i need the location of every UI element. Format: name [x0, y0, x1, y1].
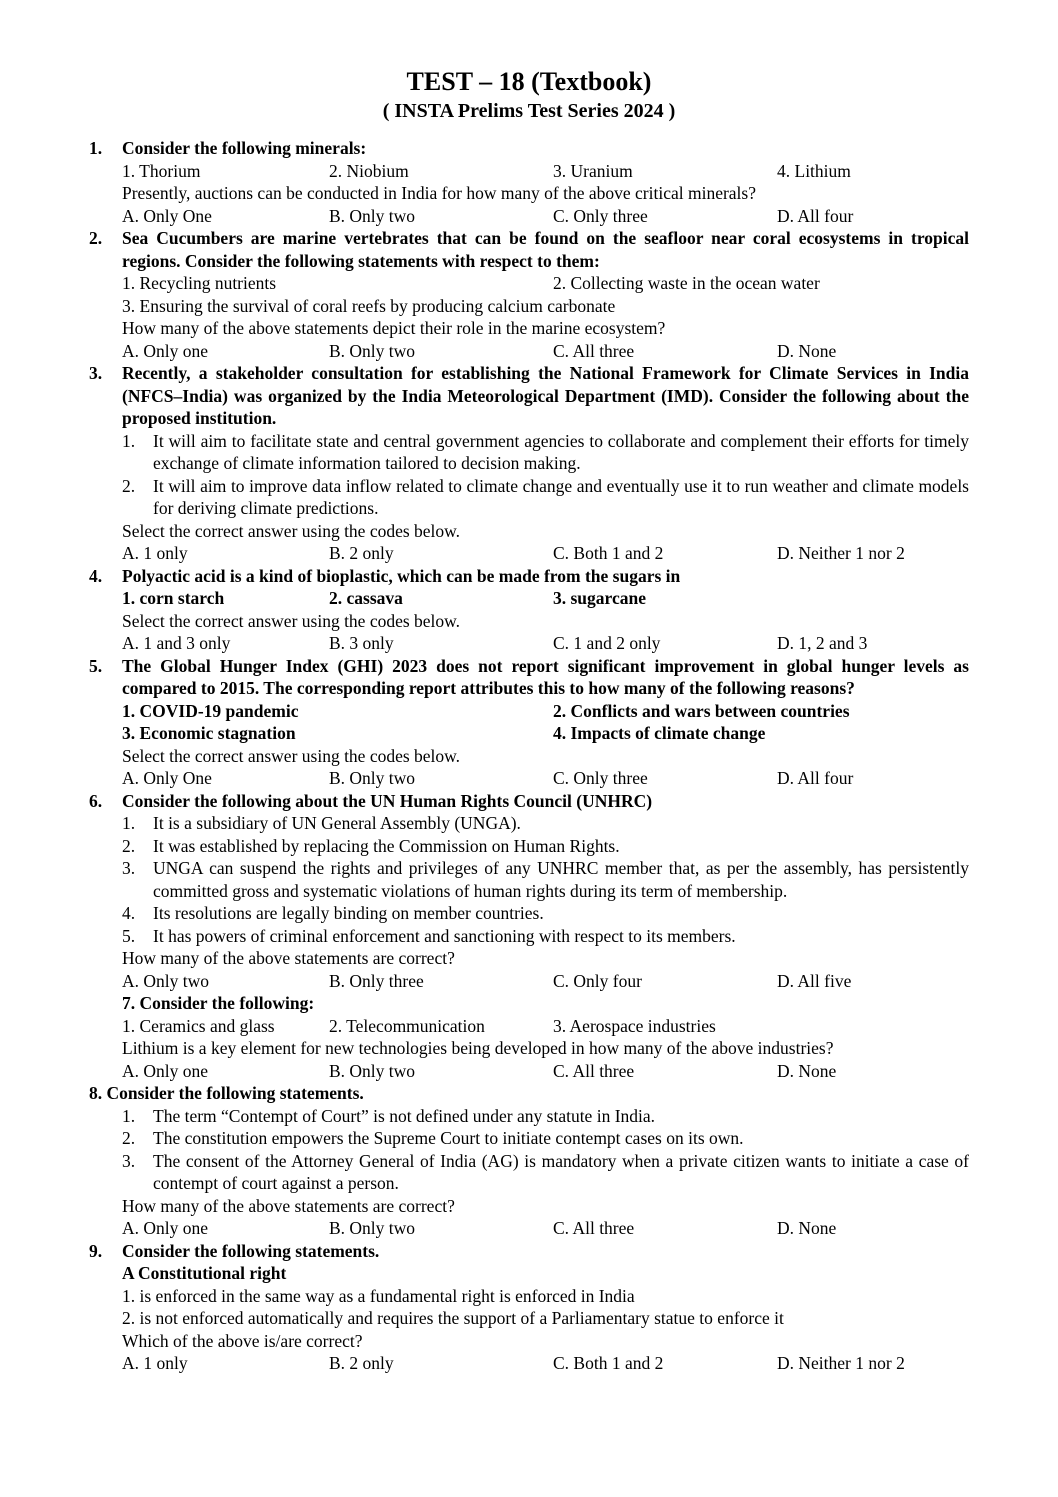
question-stem: Sea Cucumbers are marine vertebrates that can be found on the seafloor near coral ecosystems in tropical regions. Consider the following statements with respect to them: — [122, 228, 969, 271]
statement-text: It will aim to facilitate state and central government agencies to collaborate and complement their efforts for timely exchange of climate information tailored to decision making. — [153, 430, 969, 473]
question-list — [89, 137, 969, 1375]
option-d: D. Neither 1 nor 2 — [777, 543, 905, 563]
option-a: A. Only one — [122, 340, 209, 361]
option-b: B. Only two — [329, 1060, 416, 1081]
question-8 — [89, 1082, 969, 1240]
answer-options — [122, 542, 969, 565]
statement-item — [122, 475, 969, 520]
question-ask: Lithium is a key element for new technologies being developed in how many of the above industries? — [122, 1038, 834, 1058]
statement-number: 5. — [122, 925, 136, 946]
option-a: A. Only two — [122, 970, 210, 991]
page-title: TEST – 18 (Textbook) — [406, 67, 652, 96]
option-d: D. All five — [777, 970, 852, 991]
option-b: B. Only two — [329, 1218, 416, 1238]
list-item: 1. Thorium — [122, 160, 201, 181]
statement-number: 1. — [122, 813, 136, 833]
question-ask: Select the correct answer using the codes below. — [122, 610, 461, 631]
statement-text: It is a subsidiary of UN General Assembly (UNGA). — [153, 813, 521, 833]
option-b: B. Only two — [329, 768, 416, 788]
list-item: 3. Ensuring the survival of coral reefs by producing calcium carbonate — [122, 295, 616, 316]
question-number: 1. — [89, 138, 103, 158]
statement-list — [122, 812, 969, 947]
list-item: 1. corn starch — [122, 588, 225, 608]
option-d: D. All four — [777, 768, 854, 788]
question-stem: The Global Hunger Index (GHI) 2023 does not report significant improvement in global hunger levels as compared to 2015. The corresponding report attributes this to how many of the following reasons? — [122, 655, 969, 698]
option-c: C. Both 1 and 2 — [553, 1353, 664, 1373]
statement-number: 2. — [122, 1128, 136, 1148]
question-4 — [89, 565, 969, 655]
question-1 — [89, 137, 969, 227]
question-7 — [89, 992, 969, 1082]
option-c: C. All three — [553, 1060, 635, 1081]
statement-item — [122, 1105, 969, 1128]
question-number: 5. — [89, 655, 103, 676]
option-c: C. Only four — [553, 970, 642, 991]
option-b: B. 2 only — [329, 543, 394, 563]
statement-item — [122, 925, 969, 948]
statement-number: 4. — [122, 903, 136, 923]
option-d: D. None — [777, 340, 837, 361]
list-item: 3. Aerospace industries — [553, 1015, 716, 1036]
question-ask: Select the correct answer using the codes below. — [122, 745, 461, 766]
question-stem: 7. Consider the following: — [122, 993, 315, 1013]
option-a: A. Only One — [122, 205, 212, 226]
statement-text: It will aim to improve data inflow related to climate change and eventually use it to run weather and climate models for deriving climate predictions. — [153, 475, 969, 518]
item-list — [122, 1015, 969, 1038]
question-5 — [89, 655, 969, 790]
statement-list — [122, 1105, 969, 1195]
option-b: B. Only three — [329, 970, 424, 991]
list-item: 2. Collecting waste in the ocean water — [553, 273, 820, 293]
statement-item — [122, 857, 969, 902]
list-item: 1. Recycling nutrients — [122, 273, 277, 293]
statement-text: The consent of the Attorney General of India (AG) is mandatory when a private citizen wants to initiate a case of contempt of court against a person. — [153, 1150, 969, 1193]
list-item: 3. sugarcane — [553, 588, 647, 608]
option-a: A. Only One — [122, 768, 212, 788]
list-item: 3. Economic stagnation — [122, 723, 296, 743]
list-item: 3. Uranium — [553, 160, 633, 181]
statement-text: The constitution empowers the Supreme Court to initiate contempt cases on its own. — [153, 1128, 744, 1148]
statement-text: Its resolutions are legally binding on member countries. — [153, 903, 544, 923]
option-d: D. Neither 1 nor 2 — [777, 1353, 905, 1373]
statement-text: It was established by replacing the Commission on Human Rights. — [153, 835, 620, 856]
option-c: C. Only three — [553, 768, 648, 788]
item-list — [122, 160, 969, 183]
answer-options — [122, 632, 969, 655]
option-a: A. 1 only — [122, 543, 188, 563]
list-item: 4. Lithium — [777, 160, 851, 181]
list-item: 2. Conflicts and wars between countries — [553, 700, 850, 721]
question-ask: How many of the above statements are correct? — [122, 1195, 455, 1216]
answer-options — [122, 1352, 969, 1375]
statement-list — [122, 430, 969, 520]
question-number: 9. — [89, 1240, 103, 1261]
statement-number: 3. — [122, 1150, 136, 1171]
item-list — [122, 587, 969, 610]
list-item: 2. Niobium — [329, 160, 409, 181]
question-stem: Consider the following about the UN Human Rights Council (UNHRC) — [122, 790, 653, 811]
statement-item — [122, 812, 969, 835]
option-a: A. Only one — [122, 1218, 209, 1238]
statement-item — [122, 430, 969, 475]
item-list — [122, 272, 969, 295]
item-list — [122, 722, 969, 745]
question-number: 2. — [89, 228, 103, 248]
answer-options — [122, 205, 969, 228]
option-c: C. Both 1 and 2 — [553, 543, 664, 563]
question-stem: Consider the following statements. — [122, 1240, 380, 1261]
question-stem: 8. Consider the following statements. — [89, 1083, 364, 1103]
question-stem: Recently, a stakeholder consultation for establishing the National Framework for Climate Services in India (NFCS–India) was organized by the India Meteorological Department (IMD). Consider the following about the proposed institution. — [122, 363, 969, 428]
option-d: D. None — [777, 1060, 837, 1081]
answer-options — [122, 767, 969, 790]
question-ask: Presently, auctions can be conducted in India for how many of the above critical minerals? — [122, 183, 756, 203]
statement-number: 2. — [122, 475, 136, 496]
statement-text: UNGA can suspend the rights and privileges of any UNHRC member that, as per the assembly, has persistently committed gross and systematic violations of human rights during its term of membership. — [153, 858, 969, 901]
option-c: C. 1 and 2 only — [553, 633, 661, 653]
option-c: C. All three — [553, 1218, 635, 1238]
question-ask: Select the correct answer using the codes below. — [122, 520, 461, 541]
list-item: 1. is enforced in the same way as a fundamental right is enforced in India — [122, 1285, 635, 1306]
answer-options — [122, 970, 969, 993]
answer-options — [122, 1060, 969, 1083]
statement-number: 1. — [122, 1105, 136, 1126]
statement-text: It has powers of criminal enforcement and sanctioning with respect to its members. — [153, 925, 736, 946]
option-d: D. All four — [777, 205, 854, 226]
option-b: B. 3 only — [329, 633, 394, 653]
question-ask: How many of the above statements are correct? — [122, 948, 455, 968]
item-list — [122, 700, 969, 723]
statement-text: The term “Contempt of Court” is not defined under any statute in India. — [153, 1105, 656, 1126]
option-c: C. Only three — [553, 205, 648, 226]
statement-number: 1. — [122, 430, 136, 451]
statement-item — [122, 1127, 969, 1150]
list-item: 4. Impacts of climate change — [553, 723, 766, 743]
question-number: 6. — [89, 790, 103, 811]
statement-item — [122, 902, 969, 925]
list-item: 2. is not enforced automatically and requires the support of a Parliamentary statue to enforce it — [122, 1308, 784, 1328]
question-ask: Which of the above is/are correct? — [122, 1330, 363, 1351]
option-b: B. Only two — [329, 340, 416, 361]
question-stem: Polyactic acid is a kind of bioplastic, which can be made from the sugars in — [122, 565, 681, 586]
option-d: D. None — [777, 1218, 837, 1238]
statement-item — [122, 1150, 969, 1195]
question-3 — [89, 362, 969, 565]
statement-number: 3. — [122, 858, 136, 878]
option-d: D. 1, 2 and 3 — [777, 633, 868, 653]
question-number: 3. — [89, 363, 103, 383]
list-item: 1. Ceramics and glass — [122, 1015, 275, 1036]
option-a: A. 1 only — [122, 1353, 188, 1373]
question-subheading: A Constitutional right — [122, 1263, 287, 1283]
option-c: C. All three — [553, 340, 635, 361]
list-item: 1. COVID-19 pandemic — [122, 700, 299, 721]
option-a: A. Only one — [122, 1060, 209, 1081]
list-item: 2. Telecommunication — [329, 1015, 485, 1036]
statement-item — [122, 835, 969, 858]
question-2 — [89, 227, 969, 362]
question-9 — [89, 1240, 969, 1375]
question-number: 4. — [89, 565, 103, 586]
option-b: B. Only two — [329, 205, 416, 226]
option-b: B. 2 only — [329, 1353, 394, 1373]
page-subtitle: ( INSTA Prelims Test Series 2024 ) — [382, 100, 676, 122]
answer-options — [122, 1217, 969, 1240]
question-stem: Consider the following minerals: — [122, 138, 367, 158]
statement-number: 2. — [122, 835, 136, 856]
option-a: A. 1 and 3 only — [122, 633, 231, 653]
answer-options — [122, 340, 969, 363]
question-6 — [89, 790, 969, 993]
page-header — [0, 0, 1058, 124]
list-item: 2. cassava — [329, 588, 403, 608]
question-ask: How many of the above statements depict their role in the marine ecosystem? — [122, 318, 666, 338]
